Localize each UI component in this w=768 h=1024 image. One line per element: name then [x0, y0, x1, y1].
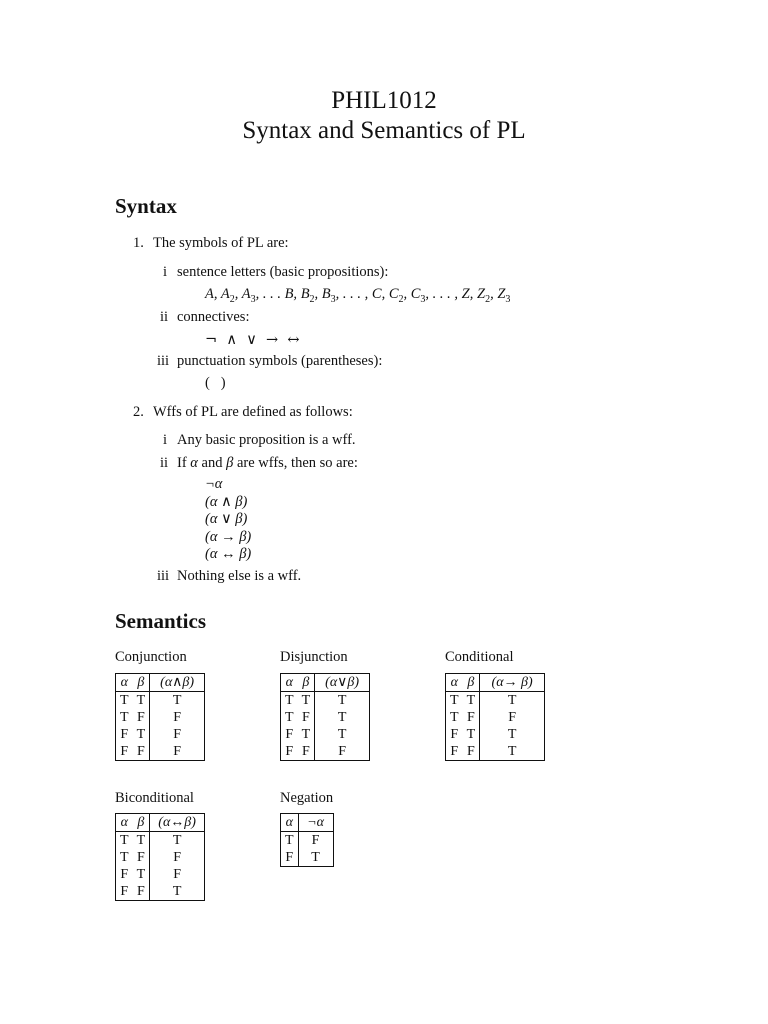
sub-i-number: i: [163, 264, 168, 280]
table-cell: F: [285, 850, 294, 865]
table-row: [116, 832, 205, 850]
table-cell: T: [301, 727, 311, 742]
table-cell: T: [136, 833, 146, 848]
wff-ii-alpha: α: [190, 455, 198, 471]
wff-ii-beta: β: [226, 455, 234, 471]
table-cell: F: [120, 744, 129, 759]
table-cell: T: [301, 693, 311, 708]
table-row: [281, 726, 370, 743]
table-header: (α↔β): [150, 814, 205, 832]
item-2-text: Wffs of PL are defined as follows:: [153, 404, 353, 420]
page-title: Syntax and Semantics of PL: [242, 117, 526, 144]
table-cell: F: [150, 709, 205, 726]
table-header: β: [463, 674, 480, 692]
sub-ii-number: ii: [160, 309, 169, 325]
table-cell: T: [315, 692, 370, 710]
table-cell: T: [136, 867, 146, 882]
table-header: α: [116, 814, 133, 832]
table-cell: T: [120, 693, 129, 708]
table-row: [446, 726, 545, 743]
table-cell: F: [285, 744, 294, 759]
table-cell: F: [315, 743, 370, 761]
table-header: α: [446, 674, 463, 692]
table-cell: F: [150, 743, 205, 761]
table-cell: T: [150, 883, 205, 901]
table-cell: F: [298, 832, 333, 850]
semantics-heading: Semantics: [115, 609, 206, 633]
table-cell: T: [120, 833, 129, 848]
wff-i-text: Any basic proposition is a wff.: [177, 432, 356, 448]
table-cell: T: [480, 743, 545, 761]
wff-ii-rest: are wffs, then so are:: [236, 455, 358, 471]
table-cell: T: [120, 850, 129, 865]
formula-negation: ¬α: [205, 476, 223, 492]
negation-title: Negation: [280, 790, 334, 806]
table-cell: F: [150, 849, 205, 866]
connective-symbols: ¬ ∧ ∨ → ↔: [205, 332, 300, 348]
table-cell: T: [315, 709, 370, 726]
table-cell: T: [450, 710, 459, 725]
table-cell: F: [120, 727, 129, 742]
table-cell: F: [150, 726, 205, 743]
sub-iii-number: iii: [157, 353, 170, 369]
conditional-truth-table: [445, 673, 545, 761]
table-cell: T: [285, 833, 294, 848]
table-header: (α∧β): [150, 674, 205, 692]
table-cell: T: [285, 710, 294, 725]
table-row: [446, 709, 545, 726]
item-2-number: 2.: [133, 404, 144, 420]
table-header: α: [281, 674, 298, 692]
table-row: [281, 692, 370, 710]
table-cell: T: [120, 710, 129, 725]
sub-iii-text: punctuation symbols (parentheses):: [177, 353, 383, 369]
table-row: [116, 692, 205, 710]
table-cell: F: [480, 709, 545, 726]
conjunction-truth-table: [115, 673, 205, 761]
formula-conditional: (α → β): [205, 528, 252, 545]
table-row: [281, 709, 370, 726]
table-cell: F: [136, 744, 145, 759]
table-cell: T: [298, 849, 333, 867]
table-header: β: [298, 674, 315, 692]
table-cell: F: [120, 884, 129, 899]
table-cell: F: [136, 850, 145, 865]
table-cell: T: [136, 693, 146, 708]
biconditional-title: Biconditional: [115, 790, 194, 806]
table-cell: T: [480, 726, 545, 743]
table-cell: F: [466, 710, 475, 725]
item-1-text: The symbols of PL are:: [153, 235, 289, 251]
table-cell: F: [450, 727, 459, 742]
wff-i-number: i: [163, 432, 168, 448]
table-cell: F: [136, 884, 145, 899]
table-row: [116, 849, 205, 866]
table-header: β: [133, 814, 150, 832]
wff-iii-number: iii: [157, 568, 170, 584]
formula-conjunction: (α ∧ β): [205, 493, 248, 510]
wff-ii-text: [177, 454, 358, 472]
disjunction-truth-table: [280, 673, 370, 761]
wff-ii-and: and: [201, 455, 223, 471]
table-cell: F: [301, 710, 310, 725]
table-cell: F: [120, 867, 129, 882]
table-cell: T: [466, 727, 476, 742]
item-1-number: 1.: [133, 235, 144, 251]
sub-i-text: sentence letters (basic propositions):: [177, 264, 389, 280]
table-cell: T: [480, 692, 545, 710]
table-row: [116, 866, 205, 883]
table-cell: T: [285, 693, 294, 708]
table-row: [446, 743, 545, 761]
negation-truth-table: [280, 813, 334, 867]
parentheses-symbols: ( ): [205, 375, 226, 391]
table-cell: T: [315, 726, 370, 743]
table-row: [116, 709, 205, 726]
table-row: [281, 849, 334, 867]
sentence-letters: A, $A_2$, $A_3$, . . . B, $B_2$, $B_3$, . . . , C, $C_2$, $C_3$, . . . , Z, $Z_2$, $Z_3$: [205, 286, 511, 305]
table-cell: F: [150, 866, 205, 883]
table-header: (α→ β): [480, 674, 545, 692]
wff-ii-number: ii: [160, 455, 169, 471]
sub-ii-text: connectives:: [177, 309, 250, 325]
formula-list: [205, 476, 251, 564]
table-row: [281, 743, 370, 761]
formula-biconditional: (α ↔ β): [205, 546, 252, 562]
disjunction-title: Disjunction: [280, 649, 348, 665]
table-header: ¬α: [298, 814, 333, 832]
table-row: [116, 883, 205, 901]
table-cell: F: [301, 744, 310, 759]
table-cell: F: [136, 710, 145, 725]
table-cell: F: [466, 744, 475, 759]
table-row: [281, 832, 334, 850]
table-cell: T: [150, 692, 205, 710]
table-header: (α∨β): [315, 674, 370, 692]
conjunction-title: Conjunction: [115, 649, 187, 665]
wff-iii-text: Nothing else is a wff.: [177, 568, 302, 584]
table-cell: F: [450, 744, 459, 759]
table-cell: T: [450, 693, 459, 708]
syntax-heading: Syntax: [115, 194, 177, 218]
wff-ii-if: If: [177, 455, 187, 471]
table-cell: T: [150, 832, 205, 850]
table-row: [116, 743, 205, 761]
table-row: [116, 726, 205, 743]
table-row: [446, 692, 545, 710]
table-cell: F: [285, 727, 294, 742]
biconditional-truth-table: [115, 813, 205, 901]
table-cell: T: [466, 693, 476, 708]
table-header: α: [281, 814, 299, 832]
table-header: α: [116, 674, 133, 692]
formula-disjunction: (α ∨ β): [205, 511, 248, 527]
course-code: PHIL1012: [331, 87, 437, 114]
conditional-title: Conditional: [445, 649, 514, 665]
table-cell: T: [136, 727, 146, 742]
table-header: β: [133, 674, 150, 692]
